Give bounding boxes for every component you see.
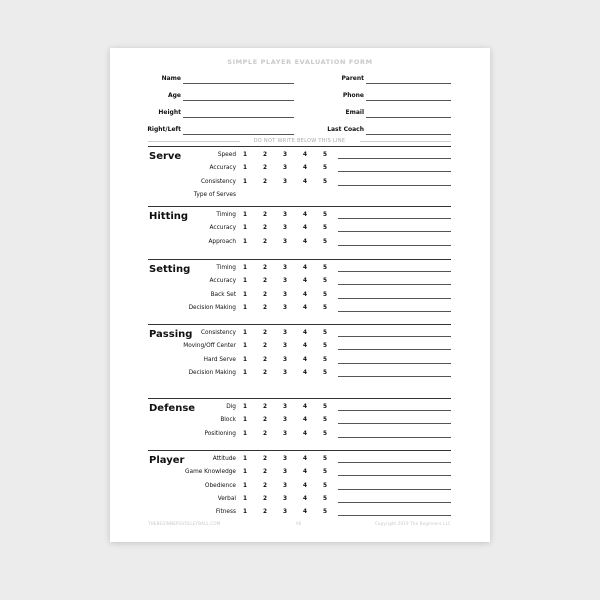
- info-field-input-line[interactable]: [366, 134, 451, 135]
- skill-label: Positioning: [204, 430, 236, 437]
- score-option-1[interactable]: 1: [242, 291, 248, 298]
- score-option-4[interactable]: 4: [302, 330, 308, 336]
- score-option-1[interactable]: 1: [242, 456, 248, 462]
- score-option-3[interactable]: 3: [282, 456, 288, 462]
- skill-row: [110, 225, 490, 237]
- section-rule: [148, 450, 451, 451]
- evaluation-form-page: [110, 48, 490, 542]
- skill-row: [110, 431, 490, 443]
- score-option-3[interactable]: 3: [282, 238, 288, 245]
- section-title-setting: Setting: [149, 264, 191, 275]
- score-option-5[interactable]: 5: [322, 343, 328, 350]
- section-title-passing: Passing: [149, 329, 193, 340]
- skill-label: Verbal: [217, 495, 236, 502]
- score-option-2[interactable]: 2: [262, 469, 268, 476]
- score-option-4[interactable]: 4: [302, 509, 308, 516]
- skill-label: Consistency: [200, 178, 236, 185]
- skill-notes-line[interactable]: [338, 185, 451, 186]
- score-option-2[interactable]: 2: [262, 212, 268, 218]
- skill-row: [110, 469, 490, 481]
- score-option-4[interactable]: 4: [302, 278, 308, 285]
- info-field-label: Phone: [342, 92, 364, 99]
- score-option-5[interactable]: 5: [322, 482, 328, 489]
- score-option-1[interactable]: 1: [242, 238, 248, 245]
- score-option-3[interactable]: 3: [282, 404, 288, 410]
- score-option-1[interactable]: 1: [242, 165, 248, 172]
- skill-row: [110, 509, 490, 521]
- score-option-2[interactable]: 2: [262, 430, 268, 437]
- score-option-3[interactable]: 3: [282, 509, 288, 516]
- info-field-right-2: [110, 109, 490, 119]
- score-option-3[interactable]: 3: [282, 225, 288, 232]
- skill-notes-line[interactable]: [338, 462, 451, 463]
- skill-row: [110, 357, 490, 369]
- score-option-3[interactable]: 3: [282, 495, 288, 502]
- score-option-3[interactable]: 3: [282, 304, 288, 311]
- score-option-3[interactable]: 3: [282, 291, 288, 298]
- score-option-2[interactable]: 2: [262, 369, 268, 376]
- skill-label: Timing: [216, 265, 236, 271]
- info-field-right-1: [110, 92, 490, 102]
- score-option-1[interactable]: 1: [242, 330, 248, 336]
- skill-notes-line[interactable]: [338, 410, 451, 411]
- skill-row: [110, 305, 490, 317]
- score-option-1[interactable]: 1: [242, 469, 248, 476]
- score-option-3[interactable]: 3: [282, 417, 288, 424]
- score-option-1[interactable]: 1: [242, 343, 248, 350]
- score-option-2[interactable]: 2: [262, 356, 268, 363]
- score-option-1[interactable]: 1: [242, 225, 248, 232]
- score-option-2[interactable]: 2: [262, 330, 268, 336]
- score-option-1[interactable]: 1: [242, 417, 248, 424]
- score-option-5[interactable]: 5: [322, 417, 328, 424]
- skill-row: [110, 165, 490, 177]
- skill-label: Back Set: [210, 291, 236, 298]
- score-option-5[interactable]: 5: [322, 469, 328, 476]
- score-option-3[interactable]: 3: [282, 165, 288, 172]
- score-option-1[interactable]: 1: [242, 278, 248, 285]
- score-option-4[interactable]: 4: [302, 178, 308, 185]
- divider-text: DO NOT WRITE BELOW THIS LINE: [253, 138, 346, 144]
- score-option-5[interactable]: 5: [322, 404, 328, 410]
- score-option-5[interactable]: 5: [322, 369, 328, 376]
- info-field-label: Name: [161, 75, 181, 82]
- info-field-label: Last Coach: [327, 126, 364, 133]
- score-option-5[interactable]: 5: [322, 330, 328, 336]
- skill-row: [110, 179, 490, 191]
- section-rule: [148, 324, 451, 325]
- score-option-3[interactable]: 3: [282, 356, 288, 363]
- score-option-1[interactable]: 1: [242, 212, 248, 218]
- skill-label: Speed: [217, 152, 236, 158]
- score-option-2[interactable]: 2: [262, 278, 268, 285]
- skill-notes-line[interactable]: [338, 475, 451, 476]
- score-option-4[interactable]: 4: [302, 356, 308, 363]
- skill-label: Attitude: [212, 456, 236, 462]
- score-option-5[interactable]: 5: [322, 152, 328, 158]
- footer-page-number: 96: [296, 521, 302, 526]
- info-field-label: Right/Left: [147, 126, 181, 133]
- score-option-2[interactable]: 2: [262, 509, 268, 516]
- score-option-3[interactable]: 3: [282, 278, 288, 285]
- score-option-5[interactable]: 5: [322, 265, 328, 271]
- info-field-input-line[interactable]: [366, 117, 451, 118]
- skill-row: [110, 343, 490, 355]
- score-option-1[interactable]: 1: [242, 495, 248, 502]
- score-option-2[interactable]: 2: [262, 178, 268, 185]
- info-field-right-3: [110, 126, 490, 136]
- score-option-5[interactable]: 5: [322, 456, 328, 462]
- skill-row: [110, 239, 490, 251]
- score-option-5[interactable]: 5: [322, 509, 328, 516]
- skill-row: [110, 483, 490, 495]
- score-option-2[interactable]: 2: [262, 417, 268, 424]
- score-option-4[interactable]: 4: [302, 404, 308, 410]
- score-option-1[interactable]: 1: [242, 304, 248, 311]
- section-title-defense: Defense: [149, 403, 196, 414]
- score-option-4[interactable]: 4: [302, 238, 308, 245]
- skill-row: [110, 192, 490, 204]
- score-option-4[interactable]: 4: [302, 152, 308, 158]
- score-option-1[interactable]: 1: [242, 265, 248, 271]
- skill-label: Game Knowledge: [185, 469, 236, 476]
- score-option-2[interactable]: 2: [262, 238, 268, 245]
- score-option-2[interactable]: 2: [262, 404, 268, 410]
- skill-label: Block: [220, 417, 236, 424]
- skill-label: Timing: [216, 212, 236, 218]
- skill-notes-line[interactable]: [338, 171, 451, 172]
- score-option-2[interactable]: 2: [262, 304, 268, 311]
- skill-notes-line[interactable]: [338, 363, 451, 364]
- score-option-3[interactable]: 3: [282, 265, 288, 271]
- score-option-2[interactable]: 2: [262, 495, 268, 502]
- divider-rule-right: [360, 141, 451, 142]
- score-option-1[interactable]: 1: [242, 152, 248, 158]
- score-option-4[interactable]: 4: [302, 369, 308, 376]
- score-option-4[interactable]: 4: [302, 291, 308, 298]
- score-option-2[interactable]: 2: [262, 265, 268, 271]
- score-option-5[interactable]: 5: [322, 165, 328, 172]
- score-option-1[interactable]: 1: [242, 369, 248, 376]
- score-option-4[interactable]: 4: [302, 304, 308, 311]
- score-option-1[interactable]: 1: [242, 482, 248, 489]
- score-option-4[interactable]: 4: [302, 225, 308, 232]
- skill-label: Decision Making: [188, 304, 236, 311]
- skill-label: Dig: [226, 404, 236, 410]
- score-option-2[interactable]: 2: [262, 152, 268, 158]
- skill-notes-line[interactable]: [338, 437, 451, 438]
- skill-label: Accuracy: [209, 225, 236, 232]
- skill-notes-line[interactable]: [338, 423, 451, 424]
- skill-notes-line[interactable]: [338, 284, 451, 285]
- section-rule: [148, 206, 451, 207]
- score-option-3[interactable]: 3: [282, 369, 288, 376]
- score-option-2[interactable]: 2: [262, 225, 268, 232]
- score-option-5[interactable]: 5: [322, 238, 328, 245]
- score-option-1[interactable]: 1: [242, 404, 248, 410]
- score-option-5[interactable]: 5: [322, 430, 328, 437]
- score-option-1[interactable]: 1: [242, 178, 248, 185]
- score-option-3[interactable]: 3: [282, 330, 288, 336]
- score-option-3[interactable]: 3: [282, 469, 288, 476]
- skill-notes-line[interactable]: [338, 376, 451, 377]
- section-title-serve: Serve: [149, 151, 182, 162]
- score-option-5[interactable]: 5: [322, 304, 328, 311]
- skill-notes-line[interactable]: [338, 336, 451, 337]
- score-option-4[interactable]: 4: [302, 495, 308, 502]
- form-title: SIMPLE PLAYER EVALUATION FORM: [227, 58, 373, 66]
- skill-label: Accuracy: [209, 165, 236, 172]
- score-option-5[interactable]: 5: [322, 212, 328, 218]
- skill-row: [110, 265, 490, 277]
- info-field-right-0: [110, 75, 490, 85]
- score-option-2[interactable]: 2: [262, 456, 268, 462]
- score-option-5[interactable]: 5: [322, 178, 328, 185]
- footer-copyright: Copyright 2019 The Beginners LLC: [374, 521, 451, 526]
- footer-website: THEBEGINNERSVOLLEYBALL.COM: [148, 521, 221, 526]
- skill-row: [110, 292, 490, 304]
- score-option-3[interactable]: 3: [282, 343, 288, 350]
- skill-label: Hard Serve: [203, 356, 236, 363]
- score-option-3[interactable]: 3: [282, 430, 288, 437]
- score-option-4[interactable]: 4: [302, 417, 308, 424]
- score-option-4[interactable]: 4: [302, 165, 308, 172]
- skill-label: Type of Serves: [193, 191, 236, 198]
- score-option-4[interactable]: 4: [302, 212, 308, 218]
- info-field-label: Height: [158, 109, 181, 116]
- section-title-hitting: Hitting: [149, 211, 189, 222]
- score-option-4[interactable]: 4: [302, 430, 308, 437]
- skill-notes-line[interactable]: [338, 231, 451, 232]
- score-option-3[interactable]: 3: [282, 212, 288, 218]
- info-field-label: Email: [345, 109, 364, 116]
- skill-notes-line[interactable]: [338, 298, 451, 299]
- score-option-1[interactable]: 1: [242, 356, 248, 363]
- score-option-4[interactable]: 4: [302, 265, 308, 271]
- skill-notes-line[interactable]: [338, 271, 451, 272]
- skill-label: Fitness: [215, 509, 236, 516]
- score-option-4[interactable]: 4: [302, 469, 308, 476]
- skill-notes-line[interactable]: [338, 158, 451, 159]
- skill-label: Consistency: [200, 330, 236, 336]
- skill-row: [110, 417, 490, 429]
- skill-notes-line[interactable]: [338, 218, 451, 219]
- score-option-5[interactable]: 5: [322, 356, 328, 363]
- skill-row: [110, 456, 490, 468]
- section-rule: [148, 146, 451, 147]
- skill-label: Approach: [208, 238, 236, 245]
- score-option-4[interactable]: 4: [302, 482, 308, 489]
- skill-notes-line[interactable]: [338, 502, 451, 503]
- section-rule: [148, 259, 451, 260]
- skill-notes-line[interactable]: [338, 311, 451, 312]
- skill-row: [110, 278, 490, 290]
- score-option-3[interactable]: 3: [282, 152, 288, 158]
- info-field-input-line[interactable]: [366, 100, 451, 101]
- skill-notes-line[interactable]: [338, 489, 451, 490]
- skill-notes-line[interactable]: [338, 515, 451, 516]
- score-option-5[interactable]: 5: [322, 495, 328, 502]
- score-option-2[interactable]: 2: [262, 165, 268, 172]
- score-option-3[interactable]: 3: [282, 178, 288, 185]
- info-field-label: Parent: [341, 75, 364, 82]
- score-option-3[interactable]: 3: [282, 482, 288, 489]
- score-option-1[interactable]: 1: [242, 430, 248, 437]
- skill-row: [110, 370, 490, 382]
- skill-label: Moving/Off Center: [183, 343, 236, 350]
- skill-label: Accuracy: [209, 278, 236, 285]
- score-option-2[interactable]: 2: [262, 291, 268, 298]
- info-field-label: Age: [167, 92, 181, 99]
- skill-row: [110, 152, 490, 164]
- score-option-1[interactable]: 1: [242, 509, 248, 516]
- skill-label: Decision Making: [188, 369, 236, 376]
- score-option-4[interactable]: 4: [302, 456, 308, 462]
- skill-notes-line[interactable]: [338, 245, 451, 246]
- skill-row: [110, 404, 490, 416]
- info-field-input-line[interactable]: [366, 83, 451, 84]
- section-title-player: Player: [149, 455, 185, 466]
- skill-label: Obedience: [204, 482, 236, 489]
- skill-row: [110, 330, 490, 342]
- score-option-4[interactable]: 4: [302, 343, 308, 350]
- score-option-5[interactable]: 5: [322, 278, 328, 285]
- section-rule: [148, 398, 451, 399]
- score-option-2[interactable]: 2: [262, 343, 268, 350]
- score-option-5[interactable]: 5: [322, 291, 328, 298]
- skill-notes-line[interactable]: [338, 349, 451, 350]
- skill-row: [110, 496, 490, 508]
- score-option-5[interactable]: 5: [322, 225, 328, 232]
- skill-row: [110, 212, 490, 224]
- score-option-2[interactable]: 2: [262, 482, 268, 489]
